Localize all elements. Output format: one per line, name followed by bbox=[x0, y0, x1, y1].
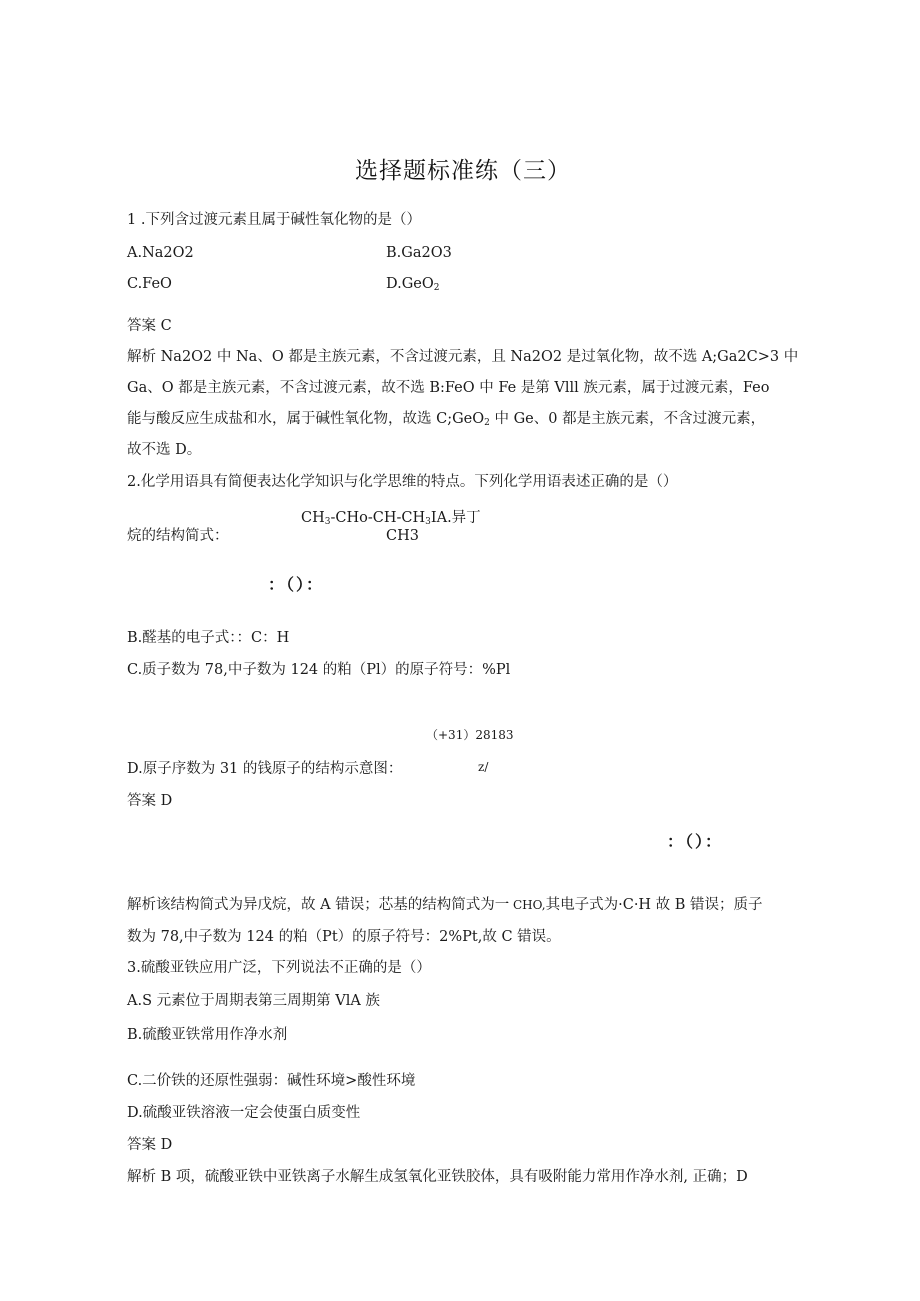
q2-formula-branch: CH3 bbox=[386, 528, 419, 544]
page-title: 选择题标准练（三） bbox=[355, 158, 571, 184]
q2-analysis-line-2: 数为 78,中子数为 124 的粕（Pt）的原子符号：2%Pt,故 C 错误。 bbox=[127, 929, 561, 945]
q3-option-c: C.二价铁的还原性强弱：碱性环境>酸性环境 bbox=[127, 1073, 416, 1089]
q3-answer: 答案 D bbox=[127, 1137, 173, 1153]
q2-option-a-tail: 烷的结构简式： bbox=[127, 528, 229, 544]
q2-stem: 2.化学用语具有简便表达化学知识与化学思维的特点。下列化学用语表述正确的是（） bbox=[127, 474, 678, 490]
q2-structural-formula: $CH_3-CHo-CH-CH_3IA$.异丁 bbox=[301, 510, 481, 527]
q2-atom-structure: （+31）28183 bbox=[426, 728, 514, 742]
q1-analysis-line-3: 能与酸反应生成盐和水，属于碱性氧化物，故选 C;GeO$_2$ 中 Ge、0 都是主族元素，不含过渡元素， bbox=[127, 411, 766, 428]
q2-atom-mark: z/ bbox=[478, 760, 489, 774]
q3-analysis-line-1: 解析 B 项，硫酸亚铁中亚铁离子水解生成氢氧化亚铁胶体，具有吸附能力常用作净水剂, 正确；D bbox=[127, 1169, 748, 1185]
q3-option-a: A.S 元素位于周期表第三周期第 VlA 族 bbox=[127, 993, 380, 1009]
q1-option-b: B.Ga2O3 bbox=[386, 245, 452, 261]
q1-stem: 1 .下列含过渡元素且属于碱性氧化物的是（） bbox=[127, 212, 421, 228]
q1-analysis-line-1: 解析 Na2O2 中 Na、O 都是主族元素，不含过渡元素，且 Na2O2 是过氧化物，故不选 A;Ga2C>3 中 bbox=[127, 349, 799, 365]
q3-stem: 3.硫酸亚铁应用广泛，下列说法不正确的是（） bbox=[127, 960, 431, 976]
q1-option-c: C.FeO bbox=[127, 276, 172, 292]
q1-option-d: D.GeO$_2$ bbox=[386, 276, 440, 293]
q2-option-b: B.醛基的电子式：：C：H bbox=[127, 630, 290, 646]
q2-analysis-line-1: 解析该结构简式为异戊烷，故 A 错误；芯基的结构简式为一 CHO,其电子式为·C·H 故 B 错误；质子 bbox=[127, 897, 763, 913]
q1-analysis-line-4: 故不选 D。 bbox=[127, 442, 202, 458]
q2-option-c: C.质子数为 78,中子数为 124 的粕（Pl）的原子符号：%Pl bbox=[127, 662, 511, 678]
q1-option-a: A.Na2O2 bbox=[127, 245, 194, 261]
q1-answer: 答案 C bbox=[127, 318, 172, 334]
q1-analysis-line-2: Ga、O 都是主族元素，不含过渡元素，故不选 B:FeO 中 Fe 是第 Vlll 族元素，属于过渡元素，Feo bbox=[127, 380, 770, 396]
q2-option-d: D.原子序数为 31 的钱原子的结构示意图： bbox=[127, 761, 403, 777]
q2-electron-dots-2: ：（）： bbox=[667, 832, 724, 851]
q2-answer: 答案 D bbox=[127, 793, 173, 809]
q2-electron-dots-1: ：（）： bbox=[268, 575, 325, 594]
q3-option-b: B.硫酸亚铁常用作净水剂 bbox=[127, 1027, 288, 1043]
q3-option-d: D.硫酸亚铁溶液一定会使蛋白质变性 bbox=[127, 1105, 361, 1121]
